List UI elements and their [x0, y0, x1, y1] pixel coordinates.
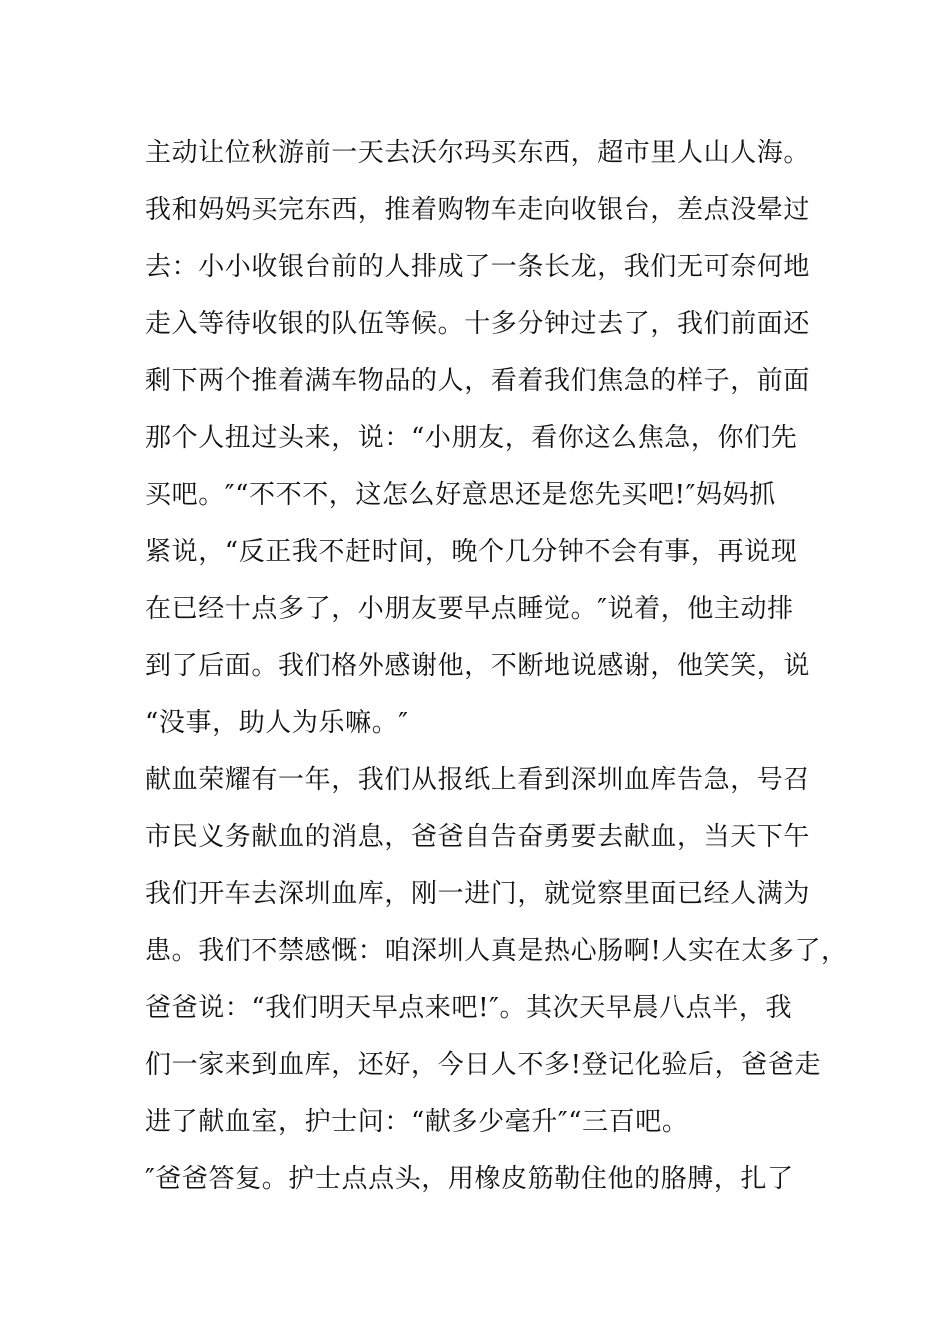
text-line: 市民义务献血的消息，爸爸自告奋勇要去献血，当天下午: [145, 822, 811, 852]
text-line: ″爸爸答复。护士点点头，用橡皮筋勒住他的胳膊，扎了: [145, 1164, 794, 1194]
text-line: 进了献血室，护士问：“献多少毫升″“三百吧。: [145, 1107, 689, 1137]
text-line: 紧说，“反正我不赶时间，晚个几分钟不会有事，再说现: [145, 537, 798, 567]
text-line: 我和妈妈买完东西，推着购物车走向收银台，差点没晕过: [145, 195, 811, 225]
text-line: 我们开车去深圳血库，刚一进门，就觉察里面已经人满为: [145, 879, 811, 909]
text-line: 去：小小收银台前的人排成了一条长龙，我们无可奈何地: [145, 252, 811, 282]
text-line: 走入等待收银的队伍等候。十多分钟过去了，我们前面还: [145, 309, 811, 339]
document-body: [145, 125, 848, 1208]
text-line: 到了后面。我们格外感谢他，不断地说感谢，他笑笑，说: [145, 651, 811, 681]
text-line: 主动让位秋游前一天去沃尔玛买东西，超市里人山人海。: [145, 138, 811, 168]
text-line: 剩下两个推着满车物品的人，看着我们焦急的样子，前面: [145, 366, 811, 396]
text-line: 那个人扭过头来，说：“小朋友，看你这么焦急，你们先: [145, 423, 798, 453]
text-line: 患。我们不禁感慨：咱深圳人真是热心肠啊!人实在太多了，: [145, 936, 848, 966]
text-line: 在已经十点多了，小朋友要早点睡觉。″说着，他主动排: [145, 594, 794, 624]
text-line: 爸爸说：“我们明天早点来吧!″。其次天早晨八点半，我: [145, 993, 793, 1023]
text-line: 们一家来到血库，还好，今日人不多!登记化验后，爸爸走: [145, 1050, 822, 1080]
text-line: 献血荣耀有一年，我们从报纸上看到深圳血库告急，号召: [145, 765, 811, 795]
text-line: “没事，助人为乐嘛。″: [145, 708, 409, 738]
text-line: 买吧。″“不不不，这怎么好意思还是您先买吧!″妈妈抓: [145, 480, 776, 510]
